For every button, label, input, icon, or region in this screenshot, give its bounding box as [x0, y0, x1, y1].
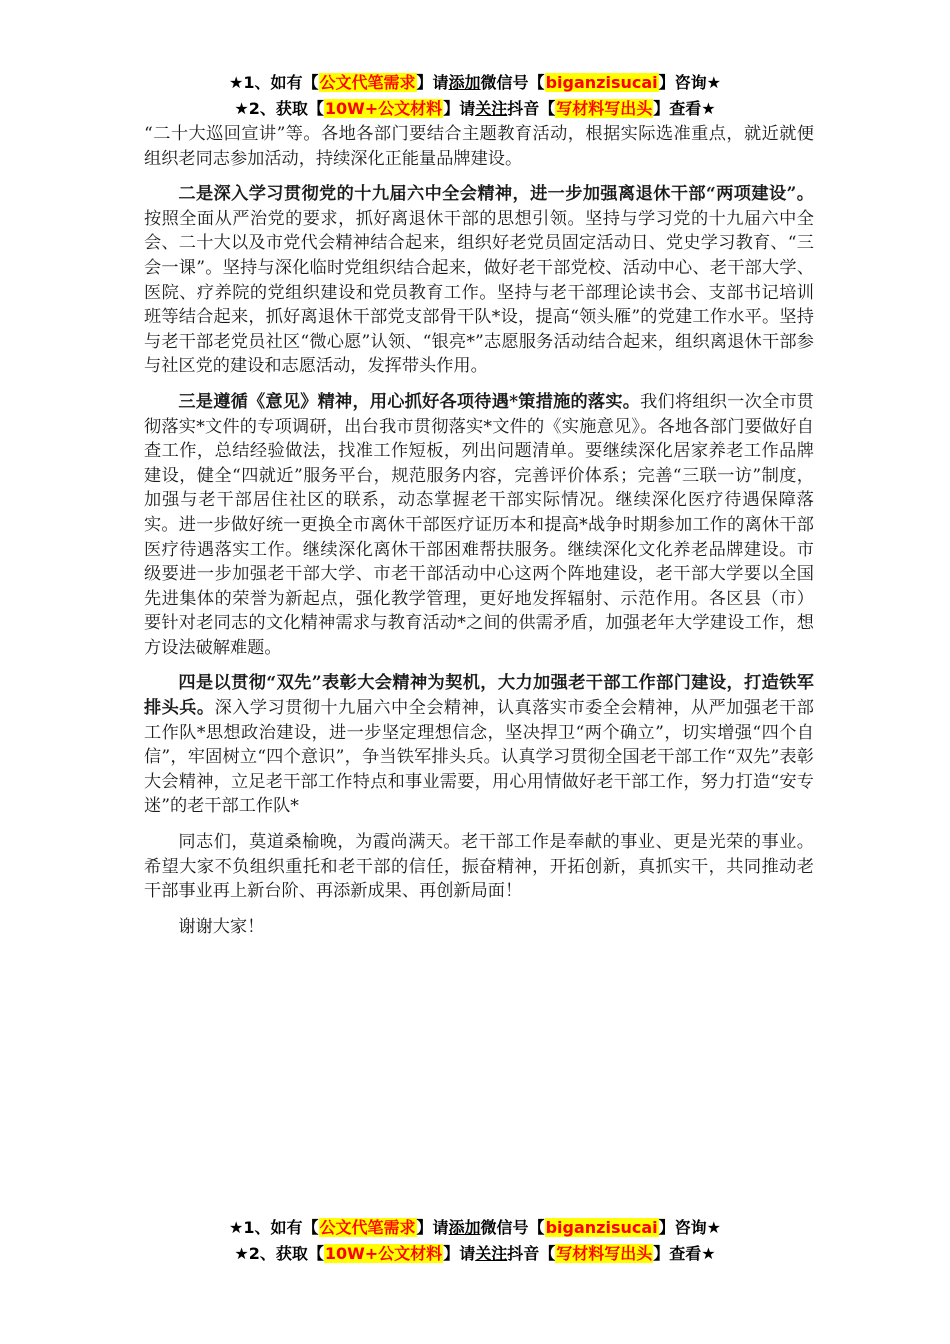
- closing-line: 谢谢大家！: [178, 916, 265, 937]
- banner-line-1: [0, 1215, 950, 1241]
- banner-underline: 关注: [475, 1244, 508, 1263]
- banner-text: 抖音【: [507, 1244, 556, 1263]
- banner-highlight: 10W+公文材料: [324, 99, 443, 118]
- banner-text: ★2、获取【: [234, 1244, 324, 1263]
- document-body: [144, 122, 814, 950]
- paragraph: [144, 182, 814, 379]
- banner-text: 】请: [443, 1244, 476, 1263]
- banner-text: ★1、如有【: [229, 73, 319, 92]
- banner-highlight: 10W+公文材料: [324, 1244, 443, 1263]
- banner-highlight: 写材料写出头: [556, 99, 653, 118]
- banner-text: 微信号【: [480, 1218, 545, 1237]
- banner-highlight: 公文代笔需求: [319, 1218, 416, 1237]
- banner-text: 】请: [416, 1218, 449, 1237]
- banner-highlight: 公文代笔需求: [319, 73, 416, 92]
- banner-text: 】请: [416, 73, 449, 92]
- paragraph: [144, 390, 814, 661]
- paragraph-heading: 三是遵循《意见》精神，用心抓好各项待遇*策措施的落实。: [178, 391, 641, 412]
- banner-text: 】请: [443, 99, 476, 118]
- banner-line-2: [0, 96, 950, 122]
- paragraph: 同志们，莫道桑榆晚，为霞尚满天。老干部工作是奉献的事业、更是光荣的事业。希望大家不负组织重托和老干部的信任，振奋精神，开拓创新，真抓实干，共同推动老干部事业再上新台阶、再添新成果、再创新局面！: [144, 832, 814, 902]
- banner-highlight: biganzisucai: [545, 73, 658, 92]
- banner-text: ★2、获取【: [234, 99, 324, 118]
- paragraph-text: 我们将组织一次全市贯彻落实*文件的专项调研，出台我市贯彻落实*文件的《实施意见》。各地各部门要做好自查工作，总结经验做法，找准工作短板，列出问题清单。要继续深化居家养老工作品牌建设，健全“四就近”服务平台，规范服务内容，完善评价体系；完善“三联一访”制度，加强与老干部居住社区的联系，动态掌握老干部实际情况。继续深化医疗待遇保障落实。进一步做好统一更换全市离休干部医疗证历本和提高*战争时期参加工作的离休干部医疗待遇落实工作。继续深化离休干部困难帮扶服务。继续深化文化养老品牌建设。市级要进一步加强老干部大学、市老干部活动中心这两个阵地建设，老干部大学要以全国先进集体的荣誉为新起点，强化教学管理，更好地发挥辐射、示范作用。各区县（市）要针对老同志的文化精神需求与教育活动*之间的供需矛盾，加强老年大学建设工作，想方设法破解难题。: [144, 391, 814, 658]
- paragraph-text: 按照全面从严治党的要求，抓好离退休干部的思想引领。坚持与学习党的十九届六中全会、二十大以及市党代会精神结合起来，组织好老党员固定活动日、党史学习教育、“三会一课”。坚持与深化临时党组织结合起来，做好老干部党校、活动中心、老干部大学、医院、疗养院的党组织建设和党员教育工作。坚持与老干部理论读书会、支部书记培训班等结合起来，抓好离退休干部党支部骨干队*设，提高“领头雁”的党建工作水平。坚持与老干部老党员社区“微心愿”认领、“银亮*”志愿服务活动结合起来，组织离退休干部参与社区党的建设和志愿活动，发挥带头作用。: [144, 208, 814, 377]
- paragraph-heading: 二是深入学习贯彻党的十九届六中全会精神，进一步加强离退休干部“两项建设”。: [178, 184, 814, 205]
- footer-banner: [0, 1215, 950, 1267]
- banner-underline: 添加: [448, 1218, 481, 1237]
- header-banner: [0, 70, 950, 122]
- banner-text: 】查看★: [653, 1244, 716, 1263]
- paragraph: “二十大巡回宣讲”等。各地各部门要结合主题教育活动，根据实际选准重点，就近就便组织老同志参加活动，持续深化正能量品牌建设。: [144, 124, 814, 169]
- banner-text: ★1、如有【: [229, 1218, 319, 1237]
- banner-underline: 添加: [448, 73, 481, 92]
- banner-text: 】查看★: [653, 99, 716, 118]
- banner-text: 】咨询★: [658, 1218, 721, 1237]
- paragraph-heading: 四是以贯彻“双先”表彰大会精神为契机，大力加强老干部工作部门建设，打造铁军排头兵。: [144, 673, 814, 719]
- banner-line-1: [0, 70, 950, 96]
- banner-underline: 关注: [475, 99, 508, 118]
- banner-line-2: [0, 1241, 950, 1267]
- paragraph-text: 深入学习贯彻十九届六中全会精神，认真落实市委全会精神，从严加强老干部工作队*思想政治建设，进一步坚定理想信念，坚决捍卫“两个确立”，切实增强“四个自信”，牢固树立“四个意识”，争当铁军排头兵。认真学习贯彻全国老干部工作“双先”表彰大会精神，立足老干部工作特点和事业需要，用心用情做好老干部工作，努力打造“安专迷”的老干部工作队*: [144, 698, 814, 817]
- banner-highlight: 写材料写出头: [556, 1244, 653, 1263]
- paragraph: [144, 671, 814, 819]
- banner-highlight: biganzisucai: [545, 1218, 658, 1237]
- banner-text: 抖音【: [507, 99, 556, 118]
- banner-text: 微信号【: [480, 73, 545, 92]
- banner-text: 】咨询★: [658, 73, 721, 92]
